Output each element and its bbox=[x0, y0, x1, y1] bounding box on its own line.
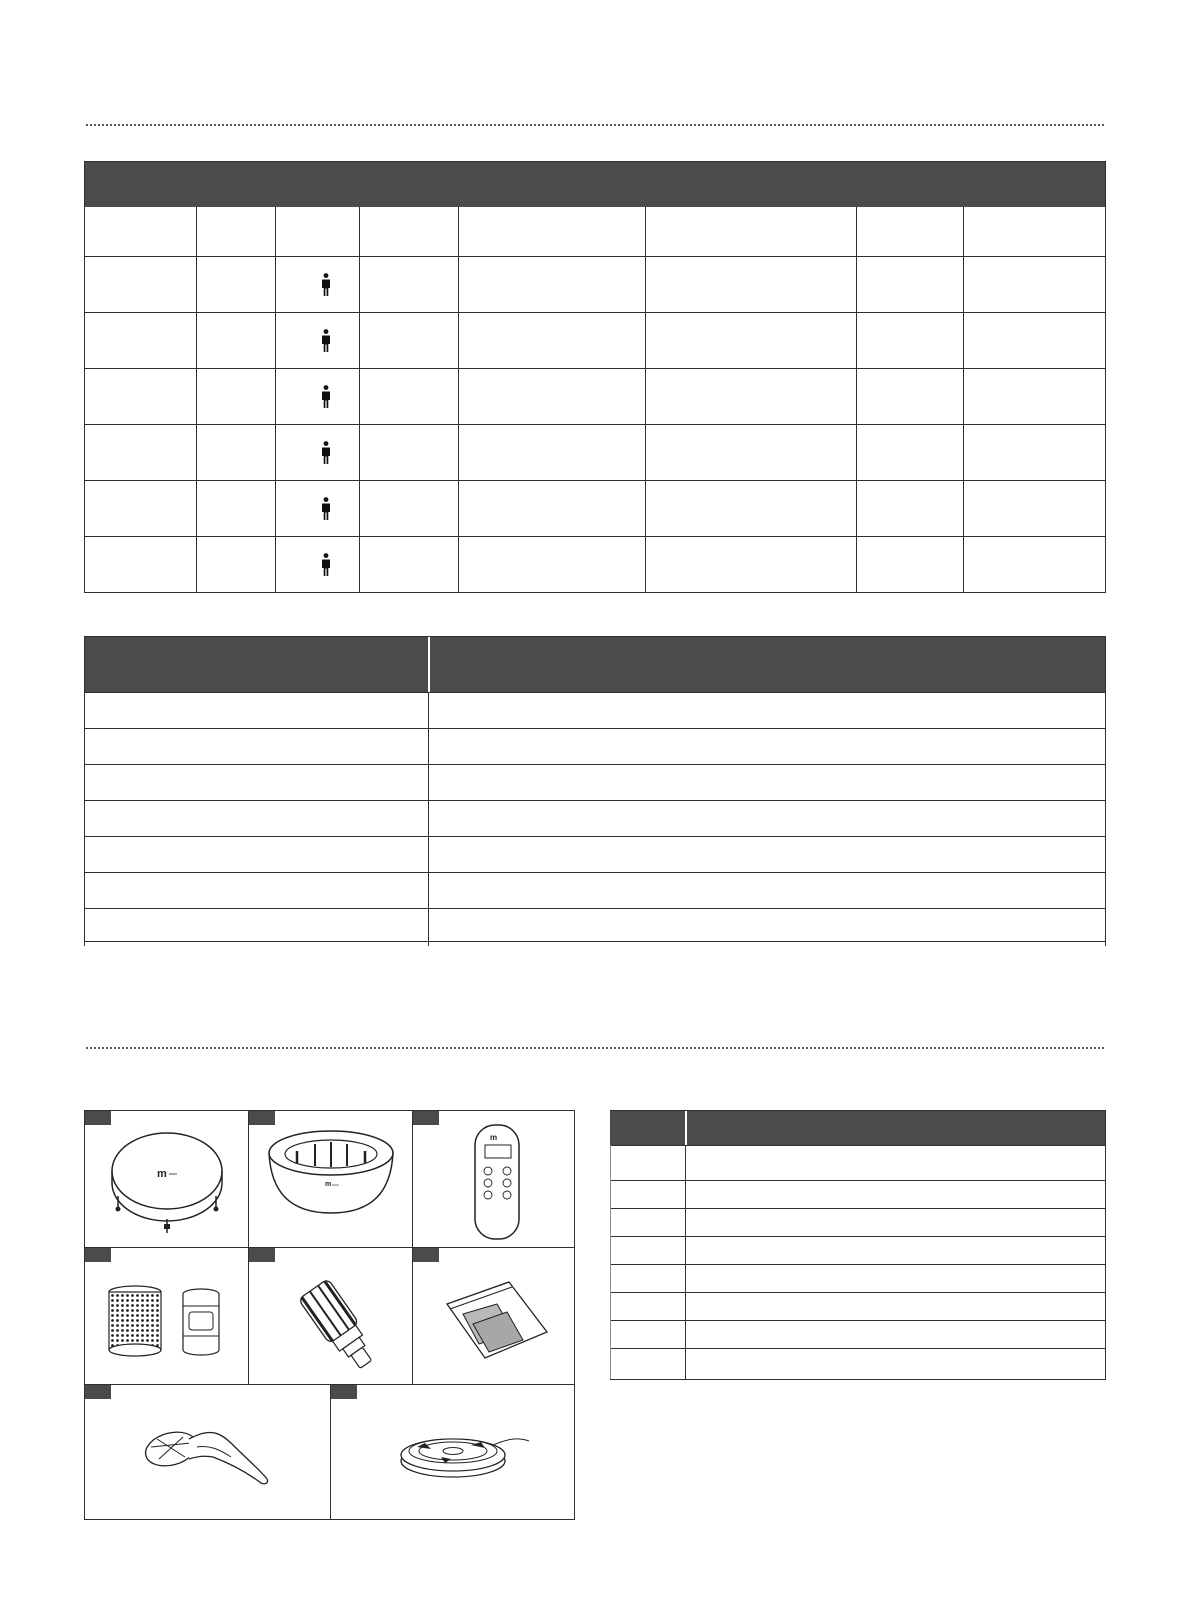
tile-remote-control bbox=[412, 1110, 575, 1248]
tile-spa-cover bbox=[84, 1110, 249, 1248]
spec-column-divider bbox=[275, 207, 276, 592]
tile-repair-patch-kit bbox=[412, 1247, 575, 1385]
features-row-divider bbox=[85, 872, 1105, 873]
person-icon bbox=[321, 497, 331, 521]
spec-column-divider bbox=[645, 207, 646, 592]
features-column-divider bbox=[428, 692, 429, 946]
tile-led-strip-reel bbox=[330, 1384, 575, 1520]
tile-inflatable-spa bbox=[248, 1110, 413, 1248]
spec-row-divider bbox=[85, 256, 1105, 257]
person-icon bbox=[321, 553, 331, 577]
svg-text:m: m bbox=[157, 1168, 167, 1180]
parts-left-edge bbox=[610, 1145, 611, 1379]
features-row-divider bbox=[85, 728, 1105, 729]
svg-text:m: m bbox=[325, 1181, 332, 1188]
features-row-divider bbox=[85, 941, 1105, 942]
tile-filter-cartridge bbox=[84, 1247, 249, 1385]
features-table-header bbox=[85, 637, 1105, 692]
features-row-divider bbox=[85, 908, 1105, 909]
spec-column-divider bbox=[359, 207, 360, 592]
led-strip-reel-icon bbox=[331, 1385, 575, 1520]
features-row-divider bbox=[85, 692, 1105, 693]
features-header-divider bbox=[428, 637, 430, 692]
spec-row-divider bbox=[85, 424, 1105, 425]
tile-shower-head bbox=[84, 1384, 331, 1520]
spec-row-divider bbox=[85, 312, 1105, 313]
inflatable-spa-icon bbox=[249, 1111, 413, 1248]
spec-row-divider bbox=[85, 536, 1105, 537]
spec-column-divider bbox=[963, 207, 964, 592]
spec-column-divider bbox=[196, 207, 197, 592]
svg-text:m: m bbox=[490, 1133, 498, 1142]
section-divider-top bbox=[86, 124, 1104, 126]
valve-connector-icon bbox=[249, 1248, 413, 1385]
tile-valve-connector bbox=[248, 1247, 413, 1385]
spec-column-divider bbox=[458, 207, 459, 592]
features-row-divider bbox=[85, 800, 1105, 801]
section-divider-middle bbox=[86, 1047, 1104, 1049]
spec-row-divider bbox=[85, 368, 1105, 369]
spec-column-divider bbox=[856, 207, 857, 592]
spa-cover-icon bbox=[85, 1111, 249, 1248]
parts-header-divider bbox=[685, 1111, 687, 1145]
specifications-table bbox=[84, 161, 1106, 593]
package-contents-grid bbox=[84, 1110, 575, 1520]
specifications-table-header bbox=[85, 162, 1105, 207]
person-icon bbox=[321, 273, 331, 297]
features-row-divider bbox=[85, 764, 1105, 765]
features-row-divider bbox=[85, 836, 1105, 837]
person-icon bbox=[321, 329, 331, 353]
person-icon bbox=[321, 441, 331, 465]
remote-control-icon bbox=[413, 1111, 575, 1248]
parts-column-divider bbox=[685, 1145, 686, 1379]
filter-cartridge-icon bbox=[85, 1248, 249, 1385]
repair-patch-kit-icon bbox=[413, 1248, 575, 1385]
spec-row-divider bbox=[85, 480, 1105, 481]
person-icon bbox=[321, 385, 331, 409]
shower-head-icon bbox=[85, 1385, 331, 1520]
